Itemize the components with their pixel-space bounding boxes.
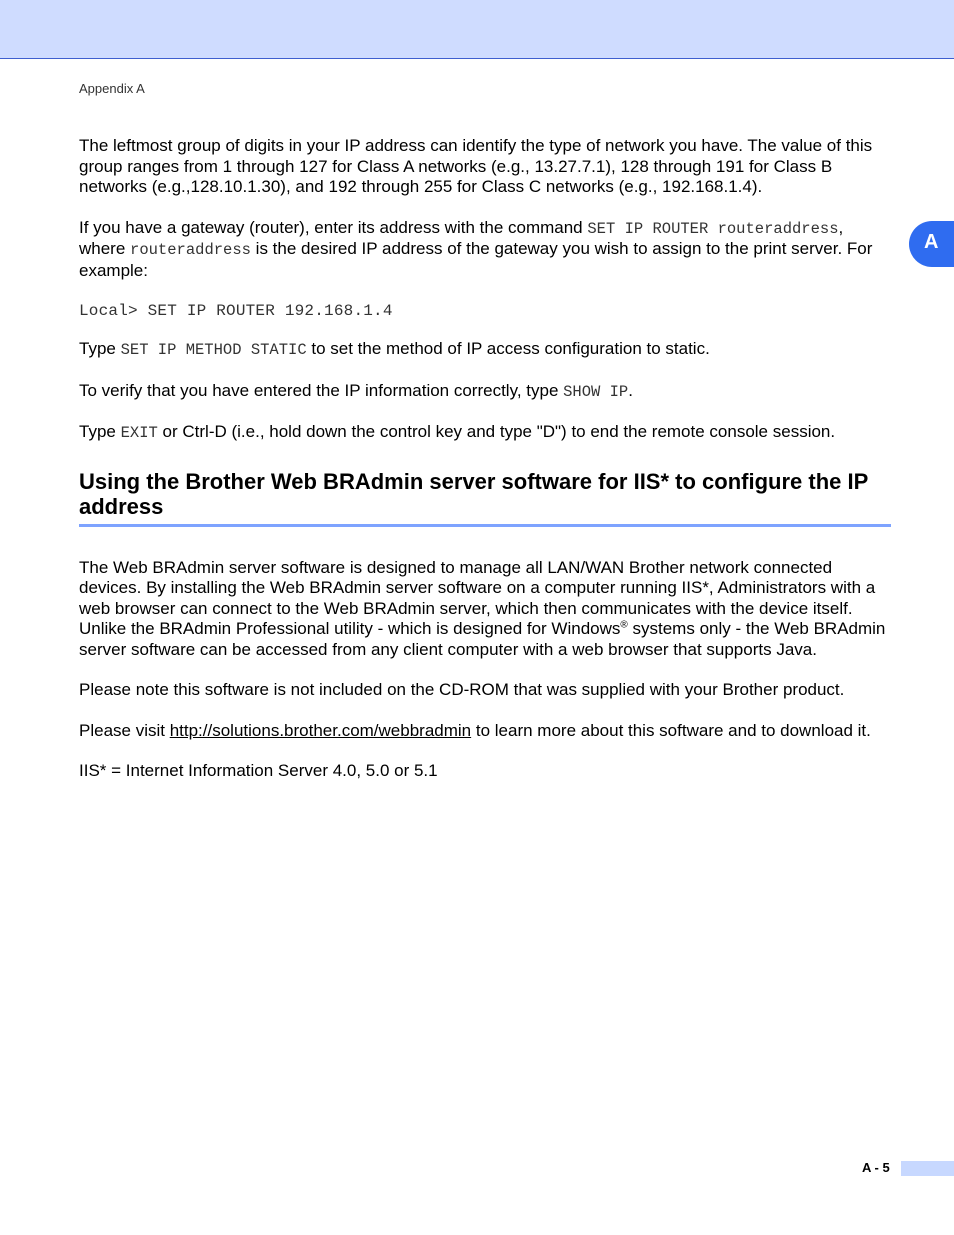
command-set-ip-method: SET IP METHOD STATIC bbox=[120, 341, 307, 359]
paragraph-web-bradmin bbox=[79, 558, 894, 661]
running-header: Appendix A bbox=[79, 81, 145, 96]
text: Please visit bbox=[79, 720, 170, 740]
text: systems only - the Web BRAdmin server software can be accessed from any client computer with a web browser that supports Java. bbox=[79, 619, 886, 659]
variable-routeraddress: routeraddress bbox=[130, 241, 251, 259]
command-show-ip: SHOW IP bbox=[563, 382, 629, 401]
webbradmin-link[interactable]: http://solutions.brother.com/webbradmin bbox=[169, 720, 472, 740]
paragraph-gateway bbox=[79, 218, 894, 282]
page-number: A - 5 bbox=[862, 1160, 890, 1175]
code-example: Local> SET IP ROUTER 192.168.1.4 bbox=[79, 302, 393, 320]
text: To verify that you have entered the IP information correctly, type bbox=[79, 380, 564, 400]
footer-band bbox=[901, 1161, 954, 1176]
appendix-tab bbox=[909, 221, 954, 267]
page-content bbox=[79, 136, 894, 782]
text: . bbox=[628, 380, 633, 400]
text: to set the method of IP access configuration to static. bbox=[306, 339, 710, 358]
command-set-ip-router: SET IP ROUTER routeraddress bbox=[587, 219, 839, 238]
registered-mark: ® bbox=[620, 619, 628, 631]
text: or Ctrl-D (i.e., hold down the control key and type "D") to end the remote console session. bbox=[157, 422, 836, 441]
paragraph-method-static bbox=[79, 339, 894, 361]
paragraph-iis-versions: IIS* = Internet Information Server 4.0, 5.0 or 5.1 bbox=[79, 761, 438, 780]
header-band bbox=[0, 0, 954, 59]
text: Type bbox=[79, 339, 121, 358]
text: to learn more about this software and to download it. bbox=[471, 720, 871, 740]
text: If you have a gateway (router), enter its address with the command bbox=[79, 217, 588, 237]
appendix-tab-letter: A bbox=[924, 231, 939, 253]
paragraph-exit bbox=[79, 422, 894, 444]
paragraph-ip-classes: The leftmost group of digits in your IP address can identify the type of network you have. The value of this group ranges from 1 through 127 for Class A networks (e.g., 13.27.7.1), 128 through 191 for Class B networks (e.g.,128.10.1.30), and 192 through 255 for Class C networks (e.g., 192.168.1.4). bbox=[79, 136, 873, 196]
text: , where bbox=[79, 217, 844, 258]
command-exit: EXIT bbox=[120, 424, 158, 442]
section-heading: Using the Brother Web BRAdmin server software for IIS* to configure the IP address bbox=[79, 468, 868, 519]
paragraph-show-ip bbox=[79, 381, 894, 403]
text: is the desired IP address of the gateway you wish to assign to the print server. For example: bbox=[79, 239, 873, 280]
text: Type bbox=[79, 422, 121, 441]
paragraph-not-included: Please note this software is not included on the CD-ROM that was supplied with your Brother product. bbox=[79, 680, 845, 699]
paragraph-visit bbox=[79, 721, 894, 742]
text: The Web BRAdmin server software is designed to manage all LAN/WAN Brother network connected devices. By installing the Web BRAdmin server software on a computer running IIS*, Administrators with a web browser can connect to the Web BRAdmin server, which then communicates with the device itself. Unlike the BRAdmin Professional utility - which is designed for Windows bbox=[79, 557, 876, 638]
